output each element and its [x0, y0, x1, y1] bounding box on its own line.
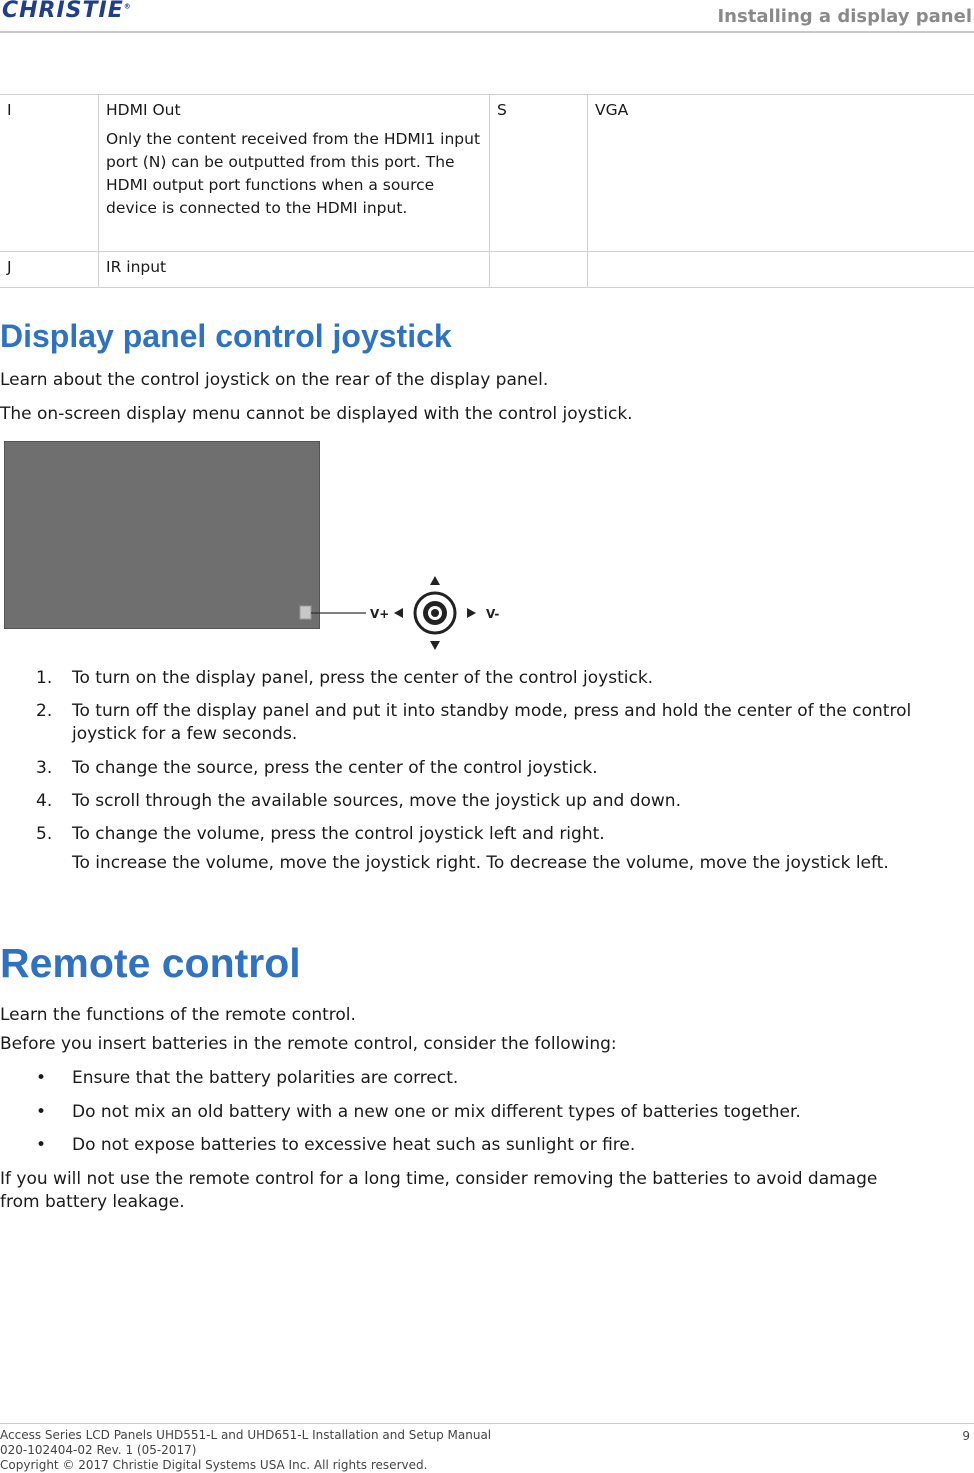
joystick-location-marker: [300, 606, 311, 619]
joystick-heading: Display panel control joystick: [0, 318, 452, 354]
left-arrow-icon: [394, 608, 403, 618]
joystick-diagram: [290, 570, 520, 660]
bullet-text: Do not expose batteries to excessive heat such as sunlight or fire.: [72, 1135, 636, 1155]
remote-intro: Learn the functions of the remote control.: [0, 1005, 356, 1025]
step-number: 2.: [36, 701, 53, 721]
step-detail-text: To increase the volume, move the joystick right. To decrease the volume, move the joystick left.: [72, 853, 889, 873]
logo-text: CHRISTIE: [2, 0, 124, 23]
bullet-mark: •: [36, 1102, 47, 1122]
section-title: Installing a display panel: [717, 6, 972, 27]
joystick-note: The on-screen display menu cannot be displayed with the control joystick.: [0, 404, 633, 424]
step-number: 3.: [36, 758, 53, 778]
header-divider: [0, 31, 974, 33]
remote-closing-note: If you will not use the remote control for a long time, consider removing the batteries to avoid damage from battery leakage.: [0, 1169, 878, 1212]
port-desc-cell: [588, 95, 974, 252]
bullet-mark: •: [36, 1068, 47, 1088]
footer-document-number: 020-102404-02 Rev. 1 (05-2017): [0, 1443, 197, 1457]
footer-copyright: Copyright © 2017 Christie Digital Systems USA Inc. All rights reserved.: [0, 1458, 428, 1472]
footer-manual-title: Access Series LCD Panels UHD551-L and UHD651-L Installation and Setup Manual: [0, 1428, 492, 1442]
bullet-text: Do not mix an old battery with a new one or mix different types of batteries together.: [72, 1102, 801, 1122]
vol-up-label: V+: [370, 607, 390, 621]
step-number: 1.: [36, 668, 53, 688]
step-number: 4.: [36, 791, 53, 811]
step-text: To turn on the display panel, press the center of the control joystick.: [72, 668, 654, 688]
bullet-text: Ensure that the battery polarities are correct.: [72, 1068, 459, 1088]
joystick-intro: Learn about the control joystick on the rear of the display panel.: [0, 370, 549, 390]
port-name: VGA: [595, 101, 629, 119]
bullet-mark: •: [36, 1135, 47, 1155]
vol-down-label: V-: [486, 607, 500, 621]
step-text: To turn off the display panel and put it into standby mode, press and hold the center of the control joystick for a few seconds.: [72, 701, 912, 744]
up-arrow-icon: [430, 576, 440, 585]
step-text: To change the volume, press the control joystick left and right.: [72, 824, 605, 844]
port-name: HDMI Out: [106, 101, 181, 119]
christie-logo: [2, 0, 132, 23]
step-number: 5.: [36, 824, 53, 844]
port-description: Only the content received from the HDMI1 input port (N) can be outputted from this port. The HDMI output port functions when a source device is connected to the HDMI input.: [106, 130, 481, 217]
footer-divider: [0, 1423, 974, 1424]
table-row: [0, 95, 974, 252]
logo-registered-mark: ®: [123, 2, 132, 11]
right-arrow-icon: [467, 608, 476, 618]
remote-before-text: Before you insert batteries in the remote control, consider the following:: [0, 1034, 617, 1054]
ports-table: [0, 94, 974, 288]
port-desc-cell: [588, 252, 974, 288]
port-id-cell: I: [0, 95, 99, 252]
table-row: [0, 252, 974, 288]
remote-heading: Remote control: [0, 940, 301, 986]
display-panel-rear-illustration: [4, 441, 320, 629]
port-name: IR input: [106, 258, 167, 276]
port-id-cell: S: [490, 95, 588, 252]
port-desc-cell: [99, 252, 490, 288]
port-desc-cell: [99, 95, 490, 252]
port-id-cell: J: [0, 252, 99, 288]
step-text: To change the source, press the center of the control joystick.: [72, 758, 598, 778]
page-number: 9: [962, 1429, 970, 1443]
down-arrow-icon: [430, 641, 440, 650]
step-text: To scroll through the available sources, move the joystick up and down.: [72, 791, 681, 811]
port-id-cell: [490, 252, 588, 288]
